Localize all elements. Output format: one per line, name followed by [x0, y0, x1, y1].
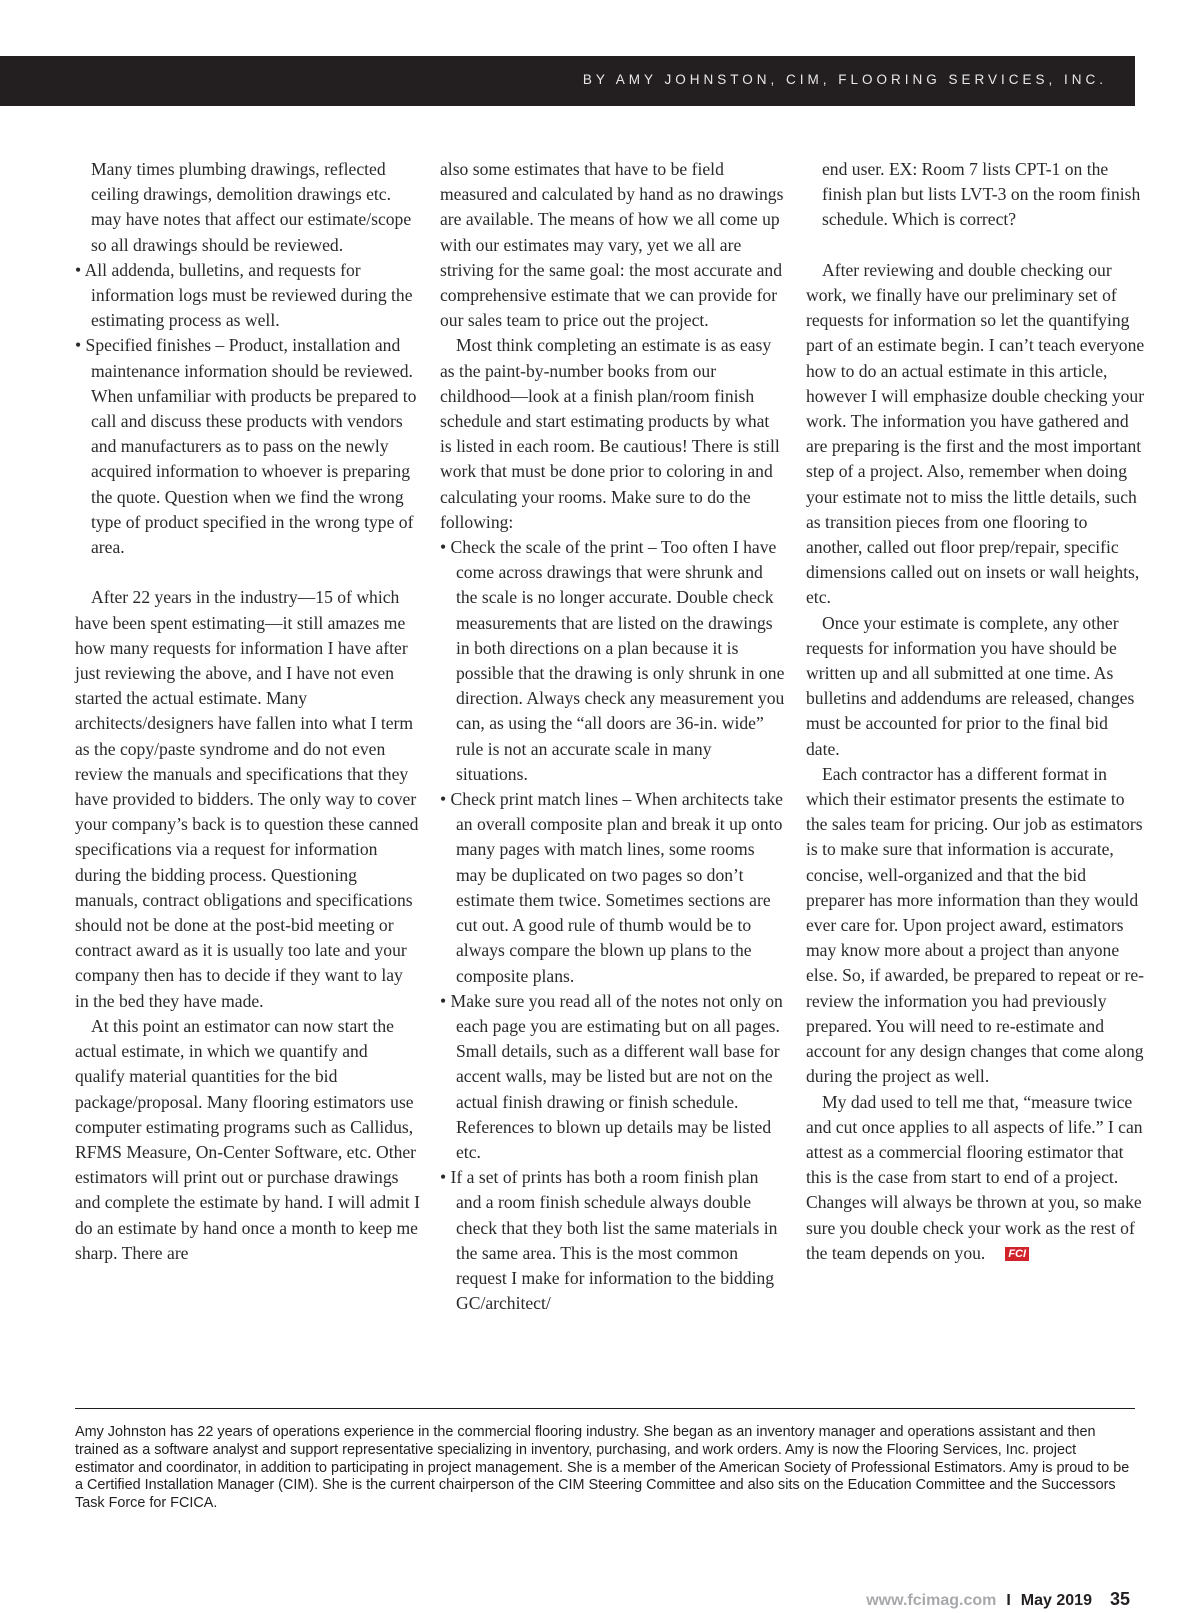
byline-bar — [0, 56, 1135, 106]
author-bio: Amy Johnston has 22 years of operations experience in the commercial flooring industry. She began as an inventory manager and operations assistant and then trained as a software analyst and support representative specializing in inventory, purchasing, and work orders. Amy is now the Flooring Services, Inc. project estimator and coordinator, in addition to participating in project management. She is a member of the American Society of Professional Estimators. Amy is proud to be a Certified Installation Manager (CIM). She is the current chairperson of the CIM Steering Committee and also sits on the Education Committee and the Successors Task Force for FCICA. — [75, 1424, 1130, 1512]
paragraph: Most think completing an estimate is as easy as the paint-by-number books from our childhood—look at a finish plan/room finish schedule and start estimating products by what is listed in each room. Be cautious! There is still work that must be done prior to coloring in and calculating your rooms. Make sure to do the following: — [440, 335, 780, 532]
paragraph: also some estimates that have to be field measured and calculated by hand as no drawings are available. The means of how we all come up with our estimates may vary, yet we all are striving for the same goal: the most accurate and comprehensive estimate that we can provide for our sales team to price out the project. — [440, 159, 784, 331]
article-column-3 — [806, 157, 1146, 1266]
paragraph: Many times plumbing drawings, reflected ceiling drawings, demolition drawings etc. may have notes that affect our estimate/scope so all drawings should be reviewed. — [91, 159, 412, 255]
footer-separator: I — [1006, 1592, 1011, 1609]
article-column-1 — [75, 157, 420, 1266]
list-item: • If a set of prints has both a room finish plan and a room finish schedule always double check that they both list the same materials in the same area. This is the most common request I make for information to the bidding GC/architect/ — [440, 1167, 778, 1314]
article-column-2 — [440, 157, 785, 1316]
page-number: 35 — [1109, 1589, 1130, 1609]
bullet-list — [75, 258, 420, 560]
bio-divider — [75, 1408, 1135, 1409]
list-item: • Check print match lines – When architects take an overall composite plan and break it up onto many pages with match lines, some rooms may be duplicated on two pages so don’t estimate them twice. Sometimes sections are cut out. A good rule of thumb would be to always compare the blown up plans to the composite plans. — [440, 789, 783, 986]
byline: BY AMY JOHNSTON, CIM, FLOORING SERVICES, INC. — [582, 72, 1107, 87]
list-item: • Make sure you read all of the notes not only on each page you are estimating but on all pages. Small details, such as a different wall base for accent walls, may be listed but are not on the actual finish drawing or finish schedule. References to blown up details may be listed etc. — [440, 990, 783, 1162]
paragraph-gap — [806, 233, 1146, 258]
list-item: • Check the scale of the print – Too often I have come across drawings that were shrunk and the scale is no longer accurate. Double check measurements that are listed on the drawings in both directions on a plan because it is possible that the drawing is only shrunk in one direction. Always check any measurement you can, as using the “all doors are 36-in. wide” rule is not an accurate scale in many situations. — [440, 537, 785, 784]
footer-date: May 2019 — [1020, 1592, 1092, 1609]
paragraph: At this point an estimator can now start the actual estimate, in which we quantify and qualify material quantities for the bid package/proposal. Many flooring estimators use computer estimating programs such as Callidus, RFMS Measure, On-Center Software, etc. Other estimators will print out or purchase drawings and complete the estimate by hand. I will admit I do an estimate by hand once a month to keep me sharp. There are — [75, 1015, 420, 1263]
page-footer — [866, 1589, 1130, 1610]
fci-end-mark: FCI — [1005, 1247, 1029, 1261]
paragraph: Each contractor has a different format in which their estimator presents the estimate to the sales team for pricing. Our job as estimators is to make sure that information is accurate, concise, well-organized and that the bid preparer has more information than they would ever care for. Upon project award, estimators may know more about a project than anyone else. So, if awarded, be prepared to repeat or re-review the information you had previously prepared. You will need to re-estimate and account for any design changes that come along during the project as well. — [806, 763, 1145, 1087]
footer-url[interactable]: www.fcimag.com — [866, 1592, 997, 1609]
paragraph: end user. EX: Room 7 lists CPT-1 on the finish plan but lists LVT-3 on the room finish schedule. Which is correct? — [822, 159, 1141, 230]
paragraph-gap — [75, 560, 420, 585]
closing-paragraph — [806, 1090, 1146, 1266]
paragraph: Once your estimate is complete, any other requests for information you have should be written up and all submitted at one time. As bulletins and addendums are released, changes must be accounted for prior to the final bid date. — [806, 612, 1135, 759]
paragraph: After reviewing and double checking our work, we finally have our preliminary set of requests for information so let the quantifying part of an estimate begin. I can’t teach everyone how to do an actual estimate in this article, however I will emphasize double checking your work. The information you have gathered and are preparing is the first and the most important step of a project. Also, remember when doing your estimate not to miss the little details, such as transition pieces from one flooring to another, called out floor prep/repair, specific dimensions called out on insets or wall heights, etc. — [806, 259, 1145, 608]
list-item: • Specified finishes – Product, installation and maintenance information should be reviewed. When unfamiliar with products be prepared to call and discuss these products with vendors and manufacturers as to pass on the newly acquired information to whoever is preparing the quote. Question when we find the wrong type of product specified in the wrong type of area. — [75, 335, 417, 558]
list-item: • All addenda, bulletins, and requests for information logs must be reviewed during the estimating process as well. — [75, 259, 413, 331]
bullet-list — [440, 535, 785, 1316]
paragraph-text: My dad used to tell me that, “measure twice and cut once applies to all aspects of life.” I can attest as a commercial flooring estimator that this is the case from start to end of a project. Changes will always be thrown at you, so make sure you double check your work as the rest of the team depends on you. — [806, 1091, 1143, 1263]
paragraph: After 22 years in the industry—15 of which have been spent estimating—it still amazes me how many requests for information I have after just reviewing the above, and I have not even started the actual estimate. Many architects/designers have fallen into what I term as the copy/paste syndrome and do not even review the manuals and specifications that they have provided to bidders. The only way to cover your company’s back is to question these canned specifications via a request for information during the bidding process. Questioning manuals, contract obligations and specifications should not be done at the post-bid meeting or contract award as it is usually too late and your company then has to decide if they want to lay in the bed they have made. — [75, 587, 419, 1011]
